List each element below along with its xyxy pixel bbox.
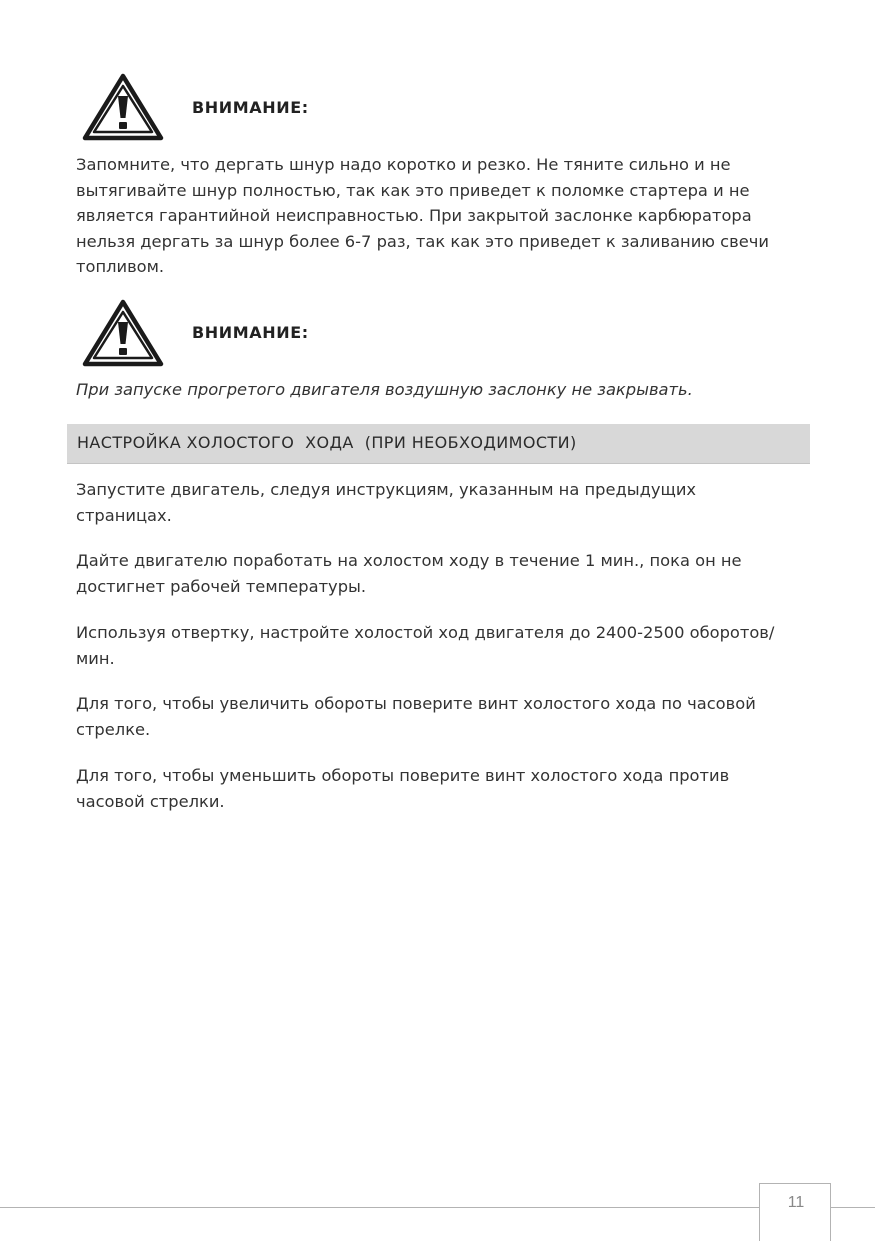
section-title: НАСТРОЙКА ХОЛОСТОГО ХОДА (ПРИ НЕОБХОДИМОСТИ): [77, 433, 577, 452]
warning-triangle-icon: [80, 298, 166, 368]
instruction-paragraph: Дайте двигателю поработать на холостом ходу в течение 1 мин., пока он не достигнет рабочей температуры.: [76, 551, 742, 596]
warning-triangle-icon: [80, 72, 166, 142]
warning-title: ВНИМАНИЕ:: [192, 98, 309, 117]
footer-divider: [0, 1207, 875, 1208]
page-number: 11: [787, 1194, 805, 1211]
page-number-box: [759, 1183, 831, 1241]
section-heading-bar: [67, 424, 810, 464]
instruction-paragraph: Используя отвертку, настройте холостой ход двигателя до 2400-2500 оборотов/мин.: [76, 623, 775, 668]
instruction-paragraph: Для того, чтобы уменьшить обороты поверите винт холостого хода против часовой стрелки.: [76, 766, 730, 811]
warning-text: Запомните, что дергать шнур надо коротко и резко. Не тяните сильно и не вытягивайте шнур полностью, так как это приведет к поломке стартера и не является гарантийной неисправностью. При закрытой заслонке карбюратора нельзя дергать за шнур более 6-7 раз, так как это приведет к заливанию свечи топливом.: [76, 155, 769, 277]
instruction-paragraph: Для того, чтобы увеличить обороты поверите винт холостого хода по часовой стрелке.: [76, 694, 756, 739]
warning-title: ВНИМАНИЕ:: [192, 323, 309, 342]
warning-text: При запуске прогретого двигателя воздушную заслонку не закрывать.: [76, 380, 693, 399]
instruction-paragraph: Запустите двигатель, следуя инструкциям, указанным на предыдущих страницах.: [76, 480, 697, 525]
